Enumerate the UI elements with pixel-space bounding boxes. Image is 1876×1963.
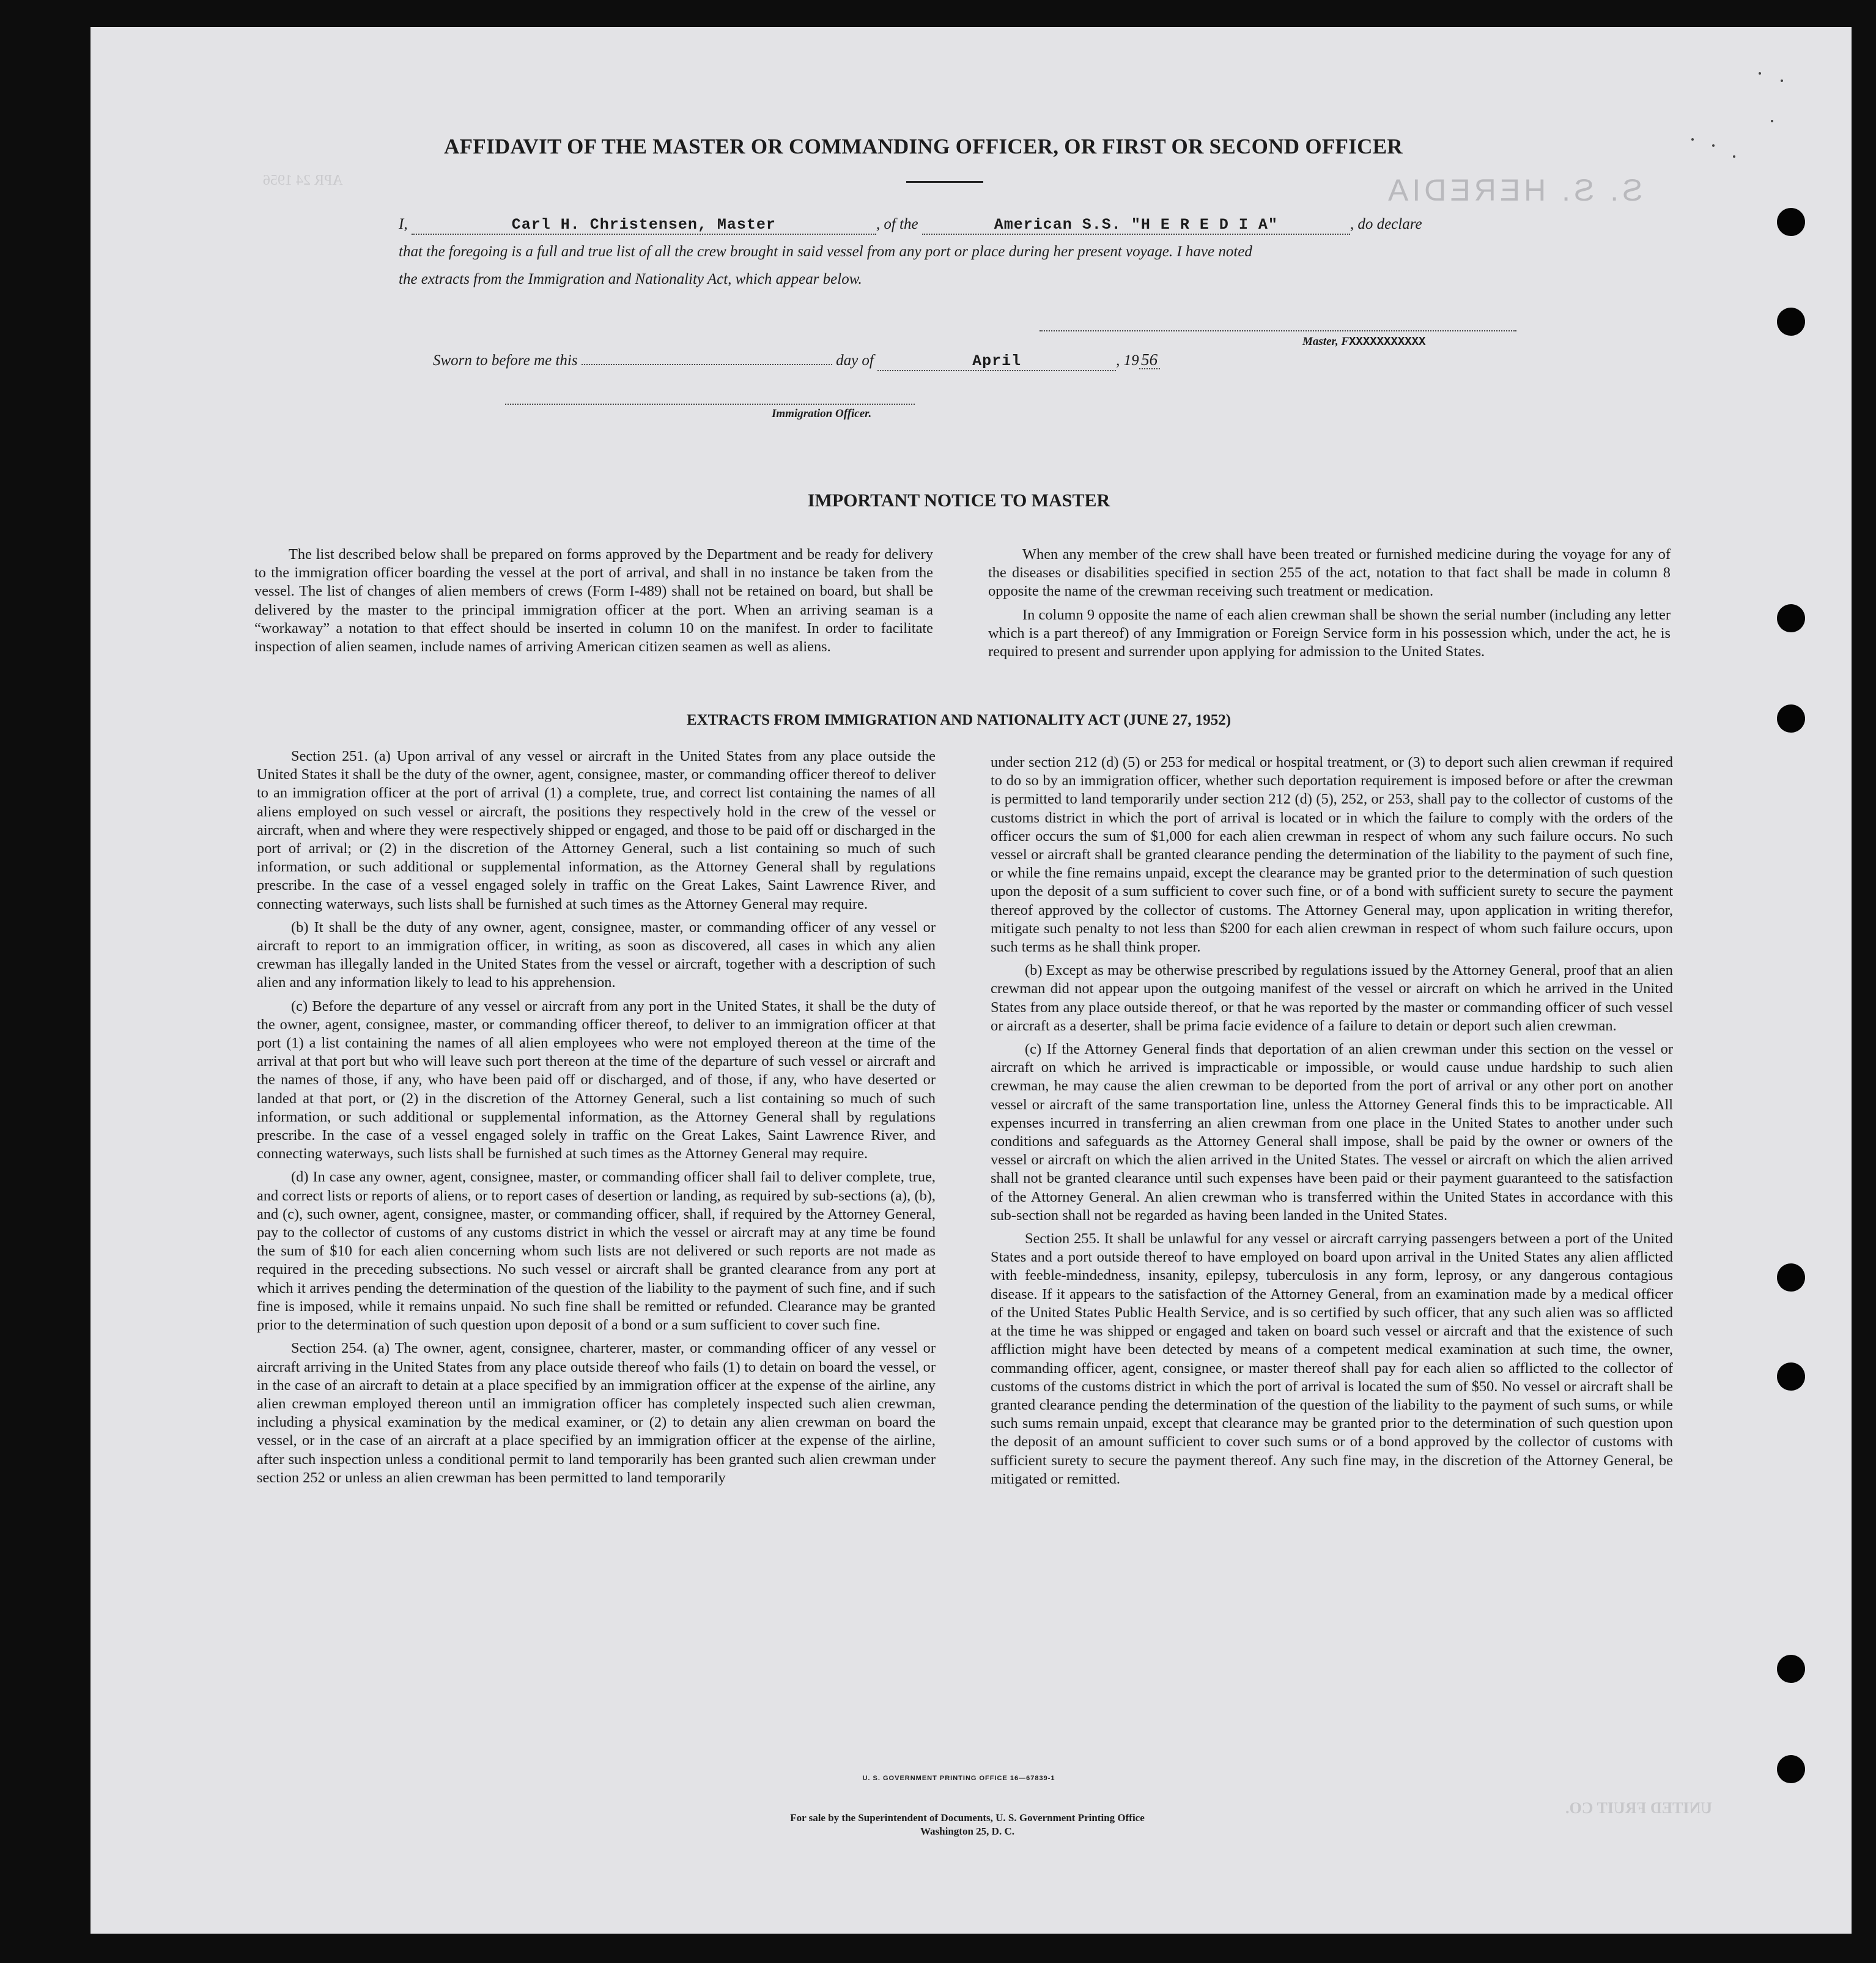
- vessel-field: [922, 216, 1350, 235]
- vessel-name: American S.S. "H E R E D I A": [994, 216, 1278, 234]
- punch-hole: [1777, 1755, 1805, 1783]
- of-the-text: , of the: [876, 216, 918, 232]
- speck: [1691, 138, 1694, 141]
- year-prefix: , 19: [1116, 352, 1139, 369]
- declaration-line-2: that the foregoing is a full and true list of all the crew brought in said vessel from any port or place during her present voyage. I have noted: [399, 243, 1252, 260]
- sale-line-2: Washington 25, D. C.: [920, 1825, 1014, 1837]
- section-251-c: (c) Before the departure of any vessel or aircraft from any port in the United States, it shall be the duty of the owner, agent, consignee, master, or commanding officer thereof, to deliver to an immigration officer at that port (1) a list containing the names of all alien employees who were not employed thereon at the time of the arrival at that port but who will leave such port thereon at the time of the departure of such vessel or aircraft and the names of those, if any, who have been paid off or discharged, and of those, if any, who have deserted or landed at that port, or (2) in the discretion of the Attorney General, such a list containing so much of such information, or such additional or supplemental information, as the Attorney General shall by regulations prescribe. In the case of a vessel engaged solely in traffic on the Great Lakes, Saint Lawrence River, and connecting waterways, such lists shall be furnished at such times as the Attorney General may require.: [257, 997, 936, 1163]
- section-254-b: (b) Except as may be otherwise prescribed by regulations issued by the Attorney General, proof that an alien crewman did not appear upon the outgoing manifest of the vessel or aircraft on which he arrived in the United States from any place outside thereof, or that he was reported by the master or commanding officer of such vessel or aircraft as a deserter, shall be prima facie evidence of a failure to detain or deport such alien crewman.: [991, 962, 1673, 1034]
- notice-paragraph: The list described below shall be prepared on forms approved by the Department and be ready for delivery to the immigration officer boarding the vessel at the port of arrival, and shall in no instance be taken from the vessel. The list of changes of alien members of crews (Form I-489) shall not be retained on board, but shall be delivered by the master to the principal immigration officer at the port. When an arriving seaman is a “workaway” a notation to that effect should be inserted in column 10 on the manifest. In order to facilitate inspection of alien seamen, include names of arriving American citizen seamen as well as aliens.: [254, 546, 933, 656]
- printing-office-code: U. S. GOVERNMENT PRINTING OFFICE 16—67839-1: [862, 1775, 1055, 1782]
- section-251-d: (d) In case any owner, agent, consignee, master, or commanding officer shall fail to deliver complete, true, and correct lists or reports of aliens, or to report cases of desertion or landing, as required by sub-sections (a), (b), and (c), such owner, agent, consignee, master, or commanding officer, shall, if required by the Attorney General, pay to the collector of customs of any customs district in which the vessel or aircraft may at any time be found the sum of $10 for each alien concerning whom such lists are not delivered or such reports are not made as required in the preceding subsections. No such vessel or aircraft shall be granted clearance from any port at which it arrives pending the determination of the question of the liability to the payment of such fine, and if such fine is imposed, while it remains unpaid. No such fine shall be remitted or refunded. Clearance may be granted prior to the determination of such question upon deposit of a bond or a sum sufficient to cover such fine.: [257, 1169, 936, 1334]
- declaration-line-1: [399, 210, 1530, 238]
- act-left-column: [257, 747, 936, 1492]
- master-signature-line: [1040, 330, 1516, 331]
- month-field: [877, 352, 1116, 371]
- immigration-officer-signature-line: [505, 404, 915, 405]
- punch-hole: [1777, 208, 1805, 236]
- immigration-officer-label: Immigration Officer.: [772, 407, 872, 420]
- declaration-block: [399, 210, 1530, 293]
- bleed-through-company: UNITED FRUIT CO.: [1565, 1799, 1713, 1817]
- year-field: [1139, 351, 1160, 369]
- section-254-a: Section 254. (a) The owner, agent, consignee, charterer, master, or commanding officer of any vessel or aircraft arriving in the United States from any place outside thereof who fails (1) to detain on board the vessel, or in the case of an aircraft to detain at a place specified by an immigration officer at the expense of the airline, any alien crewman employed thereon until an immigration officer has completely inspected such alien crewman, including a physical examination by the medical examiner, or (2) to detain any alien crewman on board the vessel, or in the case of an aircraft at a place specified by an immigration officer at the expense of the airline, after such inspection unless a conditional permit to land temporarily has been granted such alien crewman under section 252 or unless an alien crewman has been permitted to land temporarily: [257, 1340, 936, 1486]
- speck: [1781, 79, 1783, 82]
- extracts-title: EXTRACTS FROM IMMIGRATION AND NATIONALITY ACT (JUNE 27, 1952): [686, 712, 1232, 728]
- notice-paragraph: When any member of the crew shall have been treated or furnished medicine during the voyage for any of the diseases or disabilities specified in section 255 of the act, notation to that fact shall be made in column 8 opposite the name of the crewman receiving such treatment or medication.: [988, 546, 1671, 600]
- punch-hole: [1777, 1263, 1805, 1292]
- declarant-field: [412, 216, 876, 235]
- year-value: 56: [1141, 350, 1158, 369]
- declaration-line-3: the extracts from the Immigration and Nationality Act, which appear below.: [399, 271, 862, 287]
- speck: [1712, 144, 1715, 147]
- section-251-b: (b) It shall be the duty of any owner, agent, consignee, master, or commanding officer of any vessel or aircraft to report to an immigration officer, in writing, as soon as discovered, all cases in which any alien crewman has illegally landed in the United States from the vessel or aircraft, together with a description of such alien and any information likely to lead to his apprehension.: [257, 919, 936, 991]
- section-255: Section 255. It shall be unlawful for any vessel or aircraft carrying passengers between a port of the United States and a port outside thereof to have employed on board upon arrival in the United States any alien afflicted with feeble-mindedness, insanity, epilepsy, tuberculosis in any form, leprosy, or any dangerous contagious disease. If it appears to the satisfaction of the Attorney General, from an examination made by a medical officer of the United States Public Health Service, and is so certified by such officer, that any such alien was so afflicted at the time he was shipped or engaged and taken on board such vessel or aircraft and that the existence of such affliction might have been detected by means of a competent medical examination at such time, the owner, commanding officer, agent, consignee, or master thereof shall pay for each alien so afflicted to the collector of customs of the customs district in which the port of arrival is located the sum of $50. No vessel or aircraft shall be granted clearance pending the determination of the question of the liability to the payment of such sums, or while such sums remain unpaid, except that clearance may be granted prior to the determination of such question upon the deposit of an amount sufficient to cover such sums or of a bond approved by the collector of customs with sufficient surety to secure the payment thereof. Any such fine may, in the discretion of the Attorney General, be mitigated or remitted.: [991, 1230, 1673, 1487]
- ship-name-stamp: S. S. HEREDIA: [1384, 173, 1643, 207]
- notice-right-column: [988, 545, 1671, 666]
- section-254-a-continued: under section 212 (d) (5) or 253 for medical or hospital treatment, or (3) to deport such alien crewman if required to do so by an immigration officer, whether such deportation requirement is imposed before or after the crewman is permitted to land temporarily under section 212 (d) (5), 252, or 253, shall pay to the collector of customs of the customs district in which the port of arrival is located or in which the failure to comply with the orders of the officer occurs the sum of $1,000 for each alien crewman in respect of whom any such failure occurs. No such vessel or aircraft shall be granted clearance pending the determination of the liability to the payment of such fine, or while the fine remains unpaid, except the clearance may be granted prior to the determination of such question upon the deposit of a sum sufficient to cover such fine, or of a bond with sufficient surety to secure the payment thereof approved by the collector of customs. The Attorney General may, upon application in writing therefor, mitigate such penalty to not less than $200 for each alien crewman in respect of whom such failure occurs, upon such terms as he shall think proper.: [991, 754, 1673, 956]
- speck: [1759, 72, 1761, 75]
- speck: [1771, 120, 1773, 122]
- sworn-line: [433, 351, 1160, 371]
- section-254-c: (c) If the Attorney General finds that deportation of an alien crewman under this section on the vessel or aircraft on which he arrived is impracticable or impossible, or would cause undue hardship to such alien crewman, he may cause the alien crewman to be deported from the port of arrival or any other port on another vessel or aircraft of the same transportation line, unless the Attorney General finds this to be impracticable. All expenses incurred in transferring an alien crewman from one place in the United States to another under such conditions and safeguards as the Attorney General shall impose, shall be paid by the owner or owners of the vessel or aircraft on which the alien arrived in the United States. The vessel or aircraft on which the alien arrived shall not be granted clearance until such expenses have been paid or their payment guaranteed to the satisfaction of the Attorney General. An alien crewman who is transferred within the United States in accordance with this sub-section shall not be regarded as having been landed in the United States.: [991, 1041, 1673, 1224]
- month-value: April: [972, 352, 1022, 370]
- notice-paragraph: In column 9 opposite the name of each alien crewman shall be shown the serial number (including any letter which is a part thereof) of any Immigration or Foreign Service form in his possession which, under the act, he is required to present and surrender upon applying for admission to the United States.: [988, 606, 1671, 660]
- punch-hole: [1777, 604, 1805, 632]
- punch-hole: [1777, 1362, 1805, 1391]
- affidavit-title: AFFIDAVIT OF THE MASTER OR COMMANDING OFFICER, OR FIRST OR SECOND OFFICER: [444, 135, 1403, 158]
- bleed-through-date: APR 24 1956: [263, 172, 343, 188]
- sale-line-1: For sale by the Superintendent of Documents, U. S. Government Printing Office: [790, 1812, 1145, 1824]
- struck-out-text: XXXXXXXXXXX: [1349, 335, 1426, 349]
- act-right-column: [991, 753, 1673, 1493]
- speck: [1733, 155, 1735, 158]
- notice-left-column: [254, 545, 933, 661]
- section-251-a: Section 251. (a) Upon arrival of any vessel or aircraft in the United States from any place outside the United States it shall be the duty of the owner, agent, consignee, master, or commanding officer thereof to deliver to an immigration officer at the port of arrival (1) a complete, true, and correct list containing the names of all aliens employed on such vessel or aircraft, the positions they respectively hold in the crew of the vessel or aircraft, when and where they were respectively shipped or engaged, and those to be paid off or discharged in the port of arrival; or (2) in the discretion of the Attorney General, such a list containing so much of such information, or such additional or supplemental information, as the Attorney General shall by regulations prescribe. In the case of a vessel engaged solely in traffic on the Great Lakes, Saint Lawrence River, and connecting waterways, such lists shall be furnished at such times as the Attorney General may require.: [257, 748, 936, 912]
- day-of-text: day of: [836, 352, 874, 369]
- sworn-day-field: [582, 364, 832, 365]
- do-declare-text: , do declare: [1350, 216, 1422, 232]
- punch-hole: [1777, 704, 1805, 733]
- sale-notice: [0, 1811, 1876, 1838]
- i-prefix: I,: [399, 216, 408, 232]
- declarant-name: Carl H. Christensen, Master: [511, 216, 776, 234]
- notice-title: IMPORTANT NOTICE TO MASTER: [807, 490, 1110, 511]
- sworn-prefix: Sworn to before me this: [433, 352, 578, 369]
- title-divider: [906, 181, 983, 183]
- master-signature-label: Master, FXXXXXXXXXXX: [1302, 335, 1426, 349]
- punch-hole: [1777, 308, 1805, 336]
- punch-hole: [1777, 1655, 1805, 1683]
